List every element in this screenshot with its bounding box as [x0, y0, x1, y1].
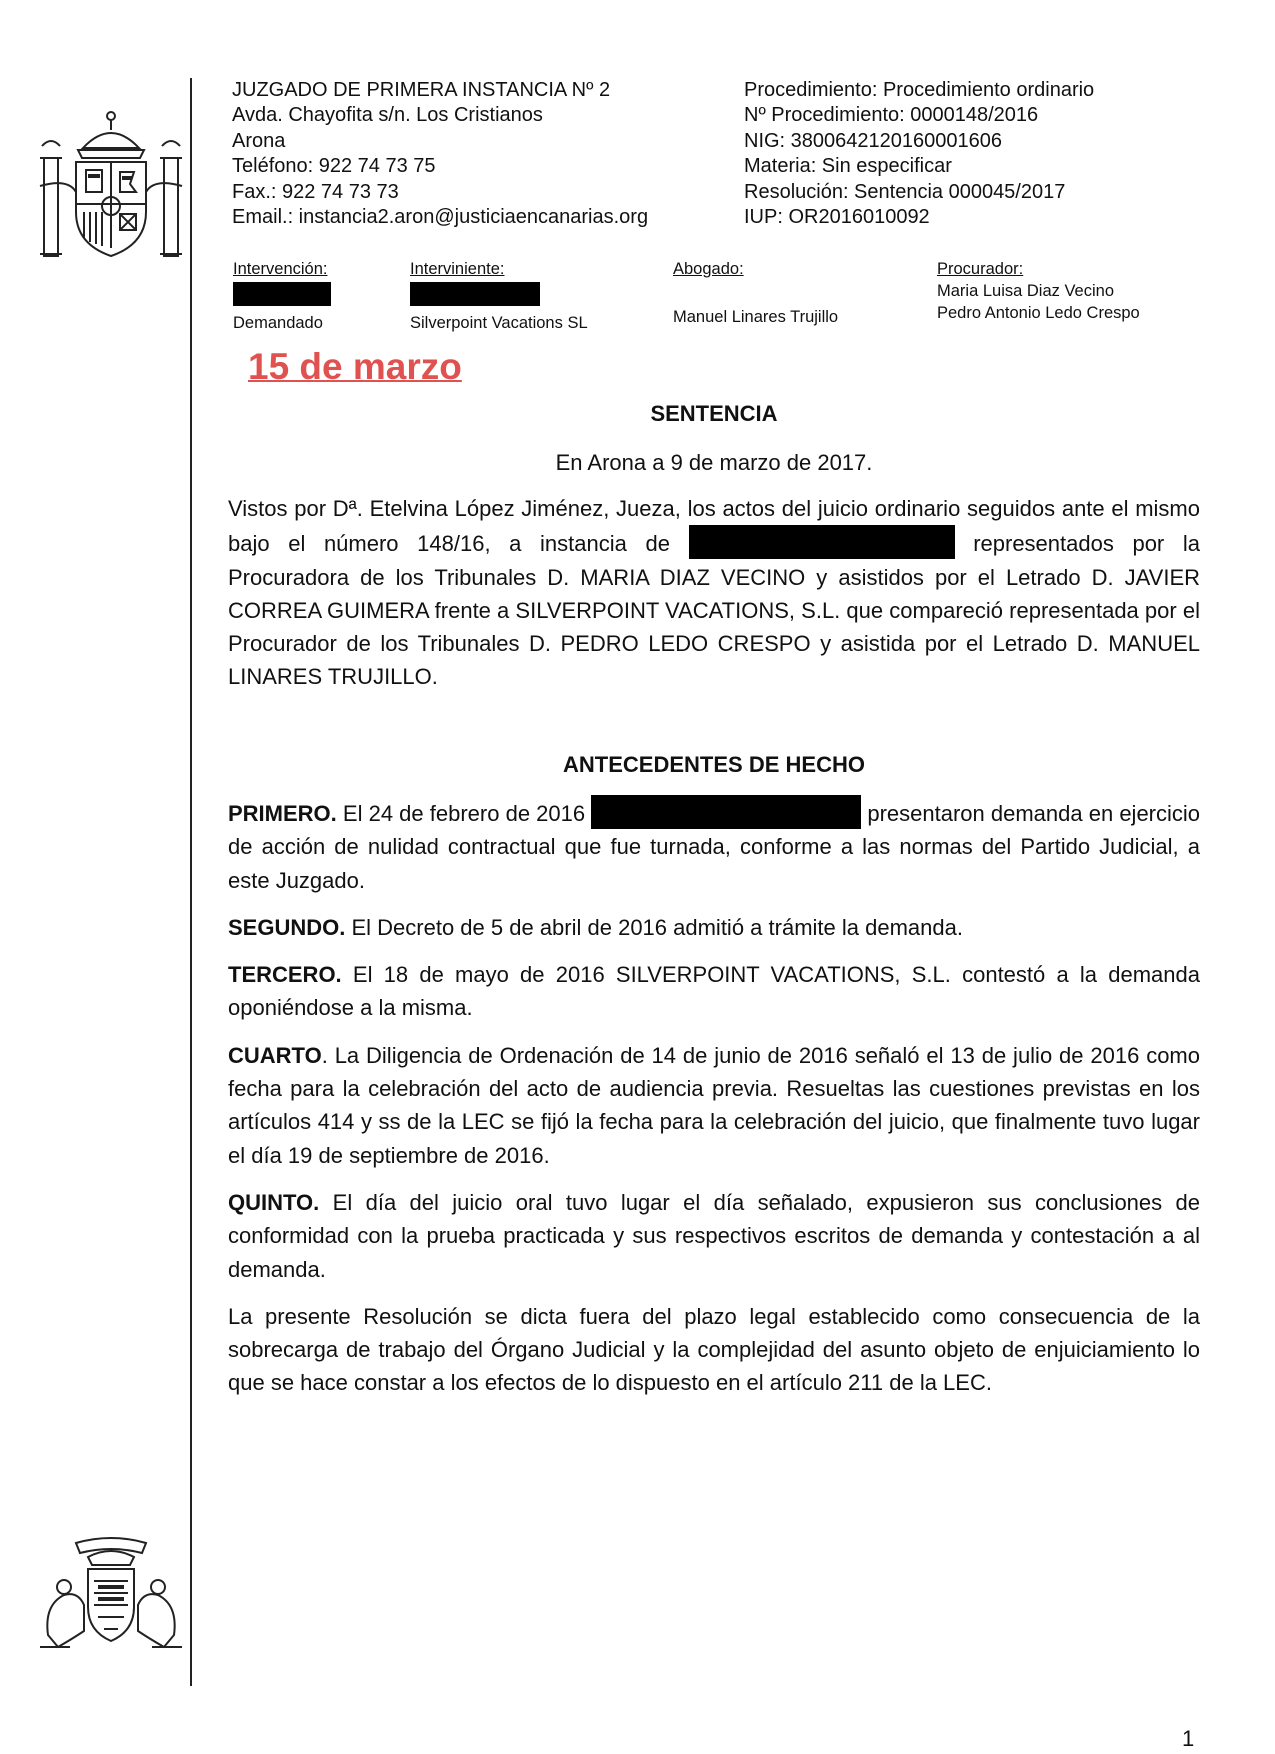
fact-tercero-label: TERCERO. — [228, 962, 342, 988]
court-name: JUZGADO DE PRIMERA INSTANCIA Nº 2 — [232, 79, 611, 101]
solicitor-value-2: Pedro Antonio Ledo Crespo — [937, 304, 1140, 322]
canarias-coat-of-arms-icon — [38, 1535, 184, 1657]
intro-block — [228, 492, 1200, 708]
lawyer-value: Manuel Linares Trujillo — [673, 308, 839, 326]
intervener-header: Interviniente: — [410, 260, 505, 278]
procedure-type: Procedimiento: Procedimiento ordinario — [744, 79, 1095, 101]
fact-cuarto-label: CUARTO — [228, 1042, 322, 1068]
fact-segundo — [228, 911, 1200, 944]
redacted-block — [233, 282, 331, 306]
fact-cuarto — [228, 1039, 1200, 1172]
fact-tercero — [228, 958, 1200, 1025]
procedure-nig: NIG: 3800642120160001606 — [744, 129, 1003, 152]
procedure-resolution: Resolución: Sentencia 000045/2017 — [744, 180, 1066, 203]
page-number: 1 — [1182, 1726, 1195, 1751]
court-fax: Fax.: 922 74 73 73 — [232, 180, 399, 203]
intro-text-1: Vistos por Dª. Etelvina López Jiménez, Jueza, los actos del juicio ordinario seguidos ante el mismo bajo el número 148/16, a instancia de — [228, 496, 1200, 557]
section-title: ANTECEDENTES DE HECHO — [563, 752, 865, 777]
intervener-value: Silverpoint Vacations SL — [410, 314, 588, 332]
parties-intervener-column — [410, 258, 588, 334]
fact-cuarto-text: . La Diligencia de Ordenación de 14 de junio de 2016 señaló el 13 de julio de 2016 como fecha para la celebración del acto de audiencia previa. Resueltas las cuestiones previstas en los artículos 414 y ss de la LEC se fijó la fecha para la celebración del juicio, que finalmente tuvo lugar el día 19 de septiembre de 2016. — [228, 1042, 1200, 1168]
fact-segundo-text: El Decreto de 5 de abril de 2016 admitió a trámite la demanda. — [351, 914, 963, 940]
intervention-header: Intervención: — [233, 260, 328, 278]
margin-rule — [190, 78, 192, 1686]
fact-quinto — [228, 1186, 1200, 1286]
redacted-block — [591, 795, 861, 829]
fact-segundo-label: SEGUNDO. — [228, 914, 346, 940]
intro-text-2: representados por la Procuradora de los Tribunales D. MARIA DIAZ VECINO y asistidos por el Letrado D. JAVIER CORREA GUIMERA frente a SILVERPOINT VACATIONS, S.L. que compareció representada por el Procurador de los Tribunales D. PEDRO LEDO CRESPO y asistida por el Letrado D. MANUEL LINARES TRUJILLO. — [228, 531, 1201, 690]
intro-paragraph — [228, 492, 1200, 694]
intervention-value: Demandado — [233, 314, 323, 332]
procedure-subject: Materia: Sin especificar — [744, 155, 952, 178]
parties-lawyer-column — [673, 258, 838, 328]
procedure-header — [744, 78, 1094, 230]
spain-coat-of-arms-icon — [38, 108, 184, 262]
fact-quinto-label: QUINTO. — [228, 1189, 320, 1215]
court-phone: Teléfono: 922 74 73 75 — [232, 155, 436, 178]
parties-intervention-column — [233, 258, 331, 334]
redacted-block — [410, 282, 540, 306]
solicitor-value-1: Maria Luisa Diaz Vecino — [937, 282, 1115, 300]
court-city: Arona — [232, 129, 286, 152]
procedure-number: Nº Procedimiento: 0000148/2016 — [744, 104, 1039, 127]
fact-quinto-text: El día del juicio oral tuvo lugar el día señalado, expusieron sus conclusiones de conformidad con la prueba practicada y sus respectivos escritos de demanda y contestación a al demanda. — [228, 1189, 1201, 1282]
fact-primero-label: PRIMERO. — [228, 801, 337, 826]
lawyer-header: Abogado: — [673, 260, 744, 278]
redacted-block — [689, 525, 955, 559]
page-title: SENTENCIA — [650, 401, 778, 426]
procedure-iup: IUP: OR2016010092 — [744, 206, 930, 229]
date-stamp: 15 de marzo — [248, 346, 462, 387]
fact-tercero-text: El 18 de mayo de 2016 SILVERPOINT VACATIONS, S.L. contestó a la demanda oponiéndose a la misma. — [228, 962, 1200, 1021]
court-email: Email.: instancia2.aron@justiciaencanarias.org — [232, 206, 649, 229]
fact-primero-text-1: El 24 de febrero de 2016 — [342, 801, 586, 826]
solicitor-header: Procurador: — [937, 260, 1024, 278]
fact-primero-text-2: presentaron demanda en ejercicio de acción de nulidad contractual que fue turnada, conforme a las normas del Partido Judicial, a este Juzgado. — [228, 801, 1201, 893]
court-header — [232, 78, 648, 230]
facts-block — [228, 795, 1200, 1414]
fact-primero — [228, 795, 1200, 897]
parties-solicitor-column — [937, 258, 1140, 324]
court-address: Avda. Chayofita s/n. Los Cristianos — [232, 104, 543, 127]
closing-paragraph: La presente Resolución se dicta fuera del plazo legal establecido como consecuencia de la sobrecarga de trabajo del Órgano Judicial y la complejidad del asunto objeto de enjuiciamiento lo que se hace constar a los efectos de lo dispuesto en el artículo 211 de la LEC. — [228, 1303, 1200, 1396]
place-date: En Arona a 9 de marzo de 2017. — [555, 450, 873, 475]
